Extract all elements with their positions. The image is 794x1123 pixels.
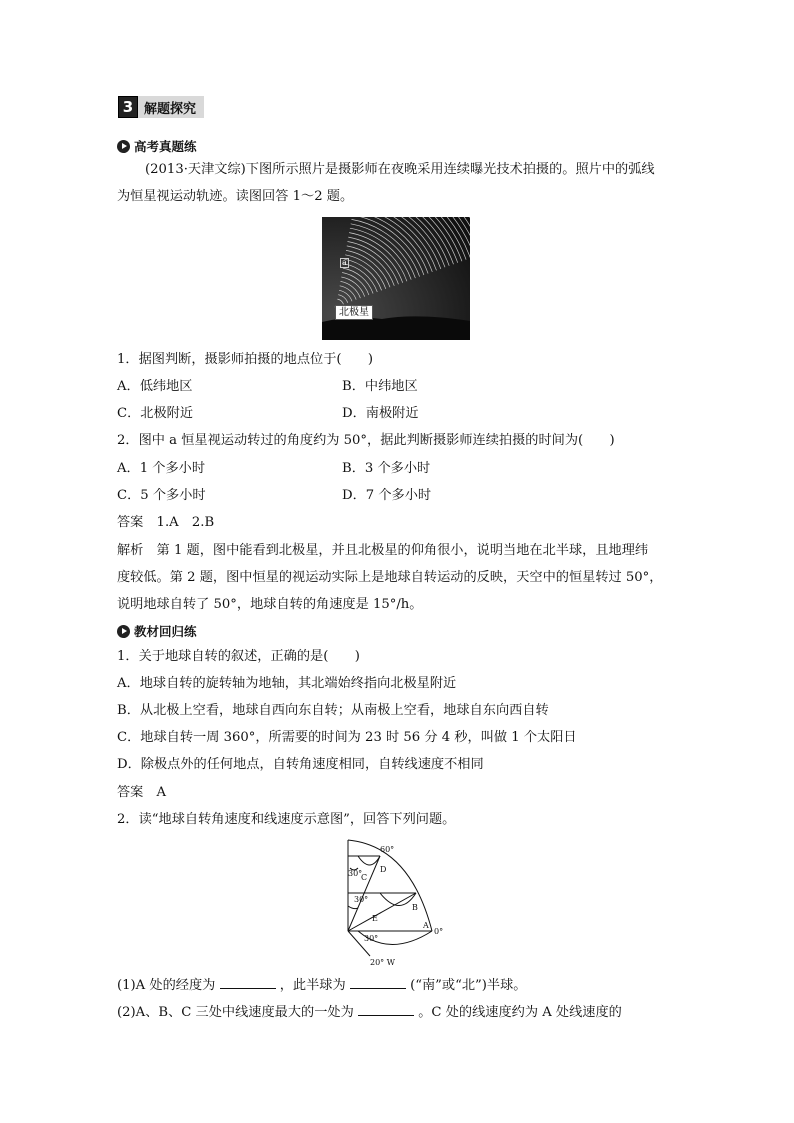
- sub-question-1: [117, 976, 526, 995]
- label-A: A: [423, 921, 429, 930]
- intro-text: 为恒星视运动轨迹。读图回答 1～2 题。: [117, 189, 354, 204]
- label-B: B: [412, 903, 418, 912]
- option-text: B．从北极上空看，地球自西向东自转；从南极上空看，地球自东向西自转: [117, 703, 549, 718]
- section-number: 3: [118, 96, 138, 118]
- answer-blank[interactable]: [358, 1003, 414, 1016]
- play-bullet-icon: [117, 140, 130, 153]
- analysis-text: 解析 第 1 题，图中能看到北极星，并且北极星的仰角很小，说明当地在北半球，且地理纬: [117, 543, 649, 558]
- star-trail-photo: [322, 217, 470, 340]
- option-text: B．3 个多小时: [342, 461, 431, 476]
- subsection-heading-text: 教材回归练: [134, 624, 197, 639]
- subsection-heading-textbook: [117, 622, 197, 640]
- answer-text: 答案 A: [117, 785, 167, 800]
- subsection-heading-text: 高考真题练: [134, 139, 197, 154]
- option-text: A．低纬地区: [117, 379, 193, 394]
- label-C: C: [361, 873, 368, 882]
- play-bullet-icon: [117, 625, 130, 638]
- question-stem: 2．读“地球自转角速度和线速度示意图”，回答下列问题。: [117, 812, 456, 827]
- subsection-heading-gaokao: [117, 137, 197, 155]
- label-angle-30-bottom: 30°: [364, 934, 379, 943]
- label-angle-30-top: 30°: [348, 869, 363, 878]
- label-D: D: [380, 865, 387, 874]
- sub-question-text: (2)A、B、C 三处中线速度最大的一处为: [117, 1005, 354, 1020]
- question-stem: 1．关于地球自转的叙述，正确的是( ): [117, 649, 360, 664]
- option-text: C．北极附近: [117, 406, 194, 421]
- earth-rotation-diagram: [340, 838, 452, 968]
- question-stem: 2．图中 a 恒星视运动转过的角度约为 50°，据此判断摄影师连续拍摄的时间为( ): [117, 433, 615, 448]
- sub-question-text: 。C 处的线速度约为 A 处线速度的: [418, 1005, 622, 1020]
- option-text: C．地球自转一周 360°，所需要的时间为 23 时 56 分 4 秒，叫做 1 个太阳日: [117, 730, 577, 745]
- analysis-text: 说明地球自转了 50°，地球自转的角速度是 15°/h。: [117, 597, 423, 612]
- option-text: D．南极附近: [342, 406, 419, 421]
- option-text: A．地球自转的旋转轴为地轴，其北端始终指向北极星附近: [117, 676, 457, 691]
- answer-blank[interactable]: [220, 976, 276, 989]
- label-0deg: 0°: [434, 927, 444, 936]
- star-a-marker: a: [342, 258, 347, 267]
- sub-question-2: [117, 1003, 622, 1022]
- section-title: 解题探究: [138, 96, 204, 118]
- section-header: [118, 96, 204, 118]
- answer-blank[interactable]: [350, 976, 406, 989]
- label-E: E: [372, 914, 378, 923]
- question-stem: 1．据图判断，摄影师拍摄的地点位于( ): [117, 352, 374, 367]
- option-text: D．7 个多小时: [342, 488, 432, 503]
- sub-question-text: ，此半球为: [279, 978, 346, 993]
- label-60deg: 60°: [380, 845, 395, 854]
- option-text: B．中纬地区: [342, 379, 418, 394]
- option-text: A．1 个多小时: [117, 461, 206, 476]
- answer-text: 答案 1.A 2.B: [117, 515, 215, 530]
- label-20W: 20° W: [370, 958, 395, 967]
- analysis-text: 度较低。第 2 题，图中恒星的视运动实际上是地球自转运动的反映，天空中的恒星转过 50°，: [117, 570, 663, 585]
- sub-question-text: (1)A 处的经度为: [117, 978, 216, 993]
- option-text: C．5 个多小时: [117, 488, 206, 503]
- intro-text: (2013·天津文综)下图所示照片是摄影师在夜晚采用连续曝光技术拍摄的。照片中的弧线: [145, 162, 655, 177]
- label-angle-30-mid: 30°: [354, 895, 369, 904]
- star-trail-image: [322, 217, 470, 340]
- sub-question-text: (“南”或“北”)半球。: [410, 978, 527, 993]
- option-text: D．除极点外的任何地点，自转角速度相同，自转线速度不相同: [117, 757, 484, 772]
- polaris-label: 北极星: [335, 305, 373, 320]
